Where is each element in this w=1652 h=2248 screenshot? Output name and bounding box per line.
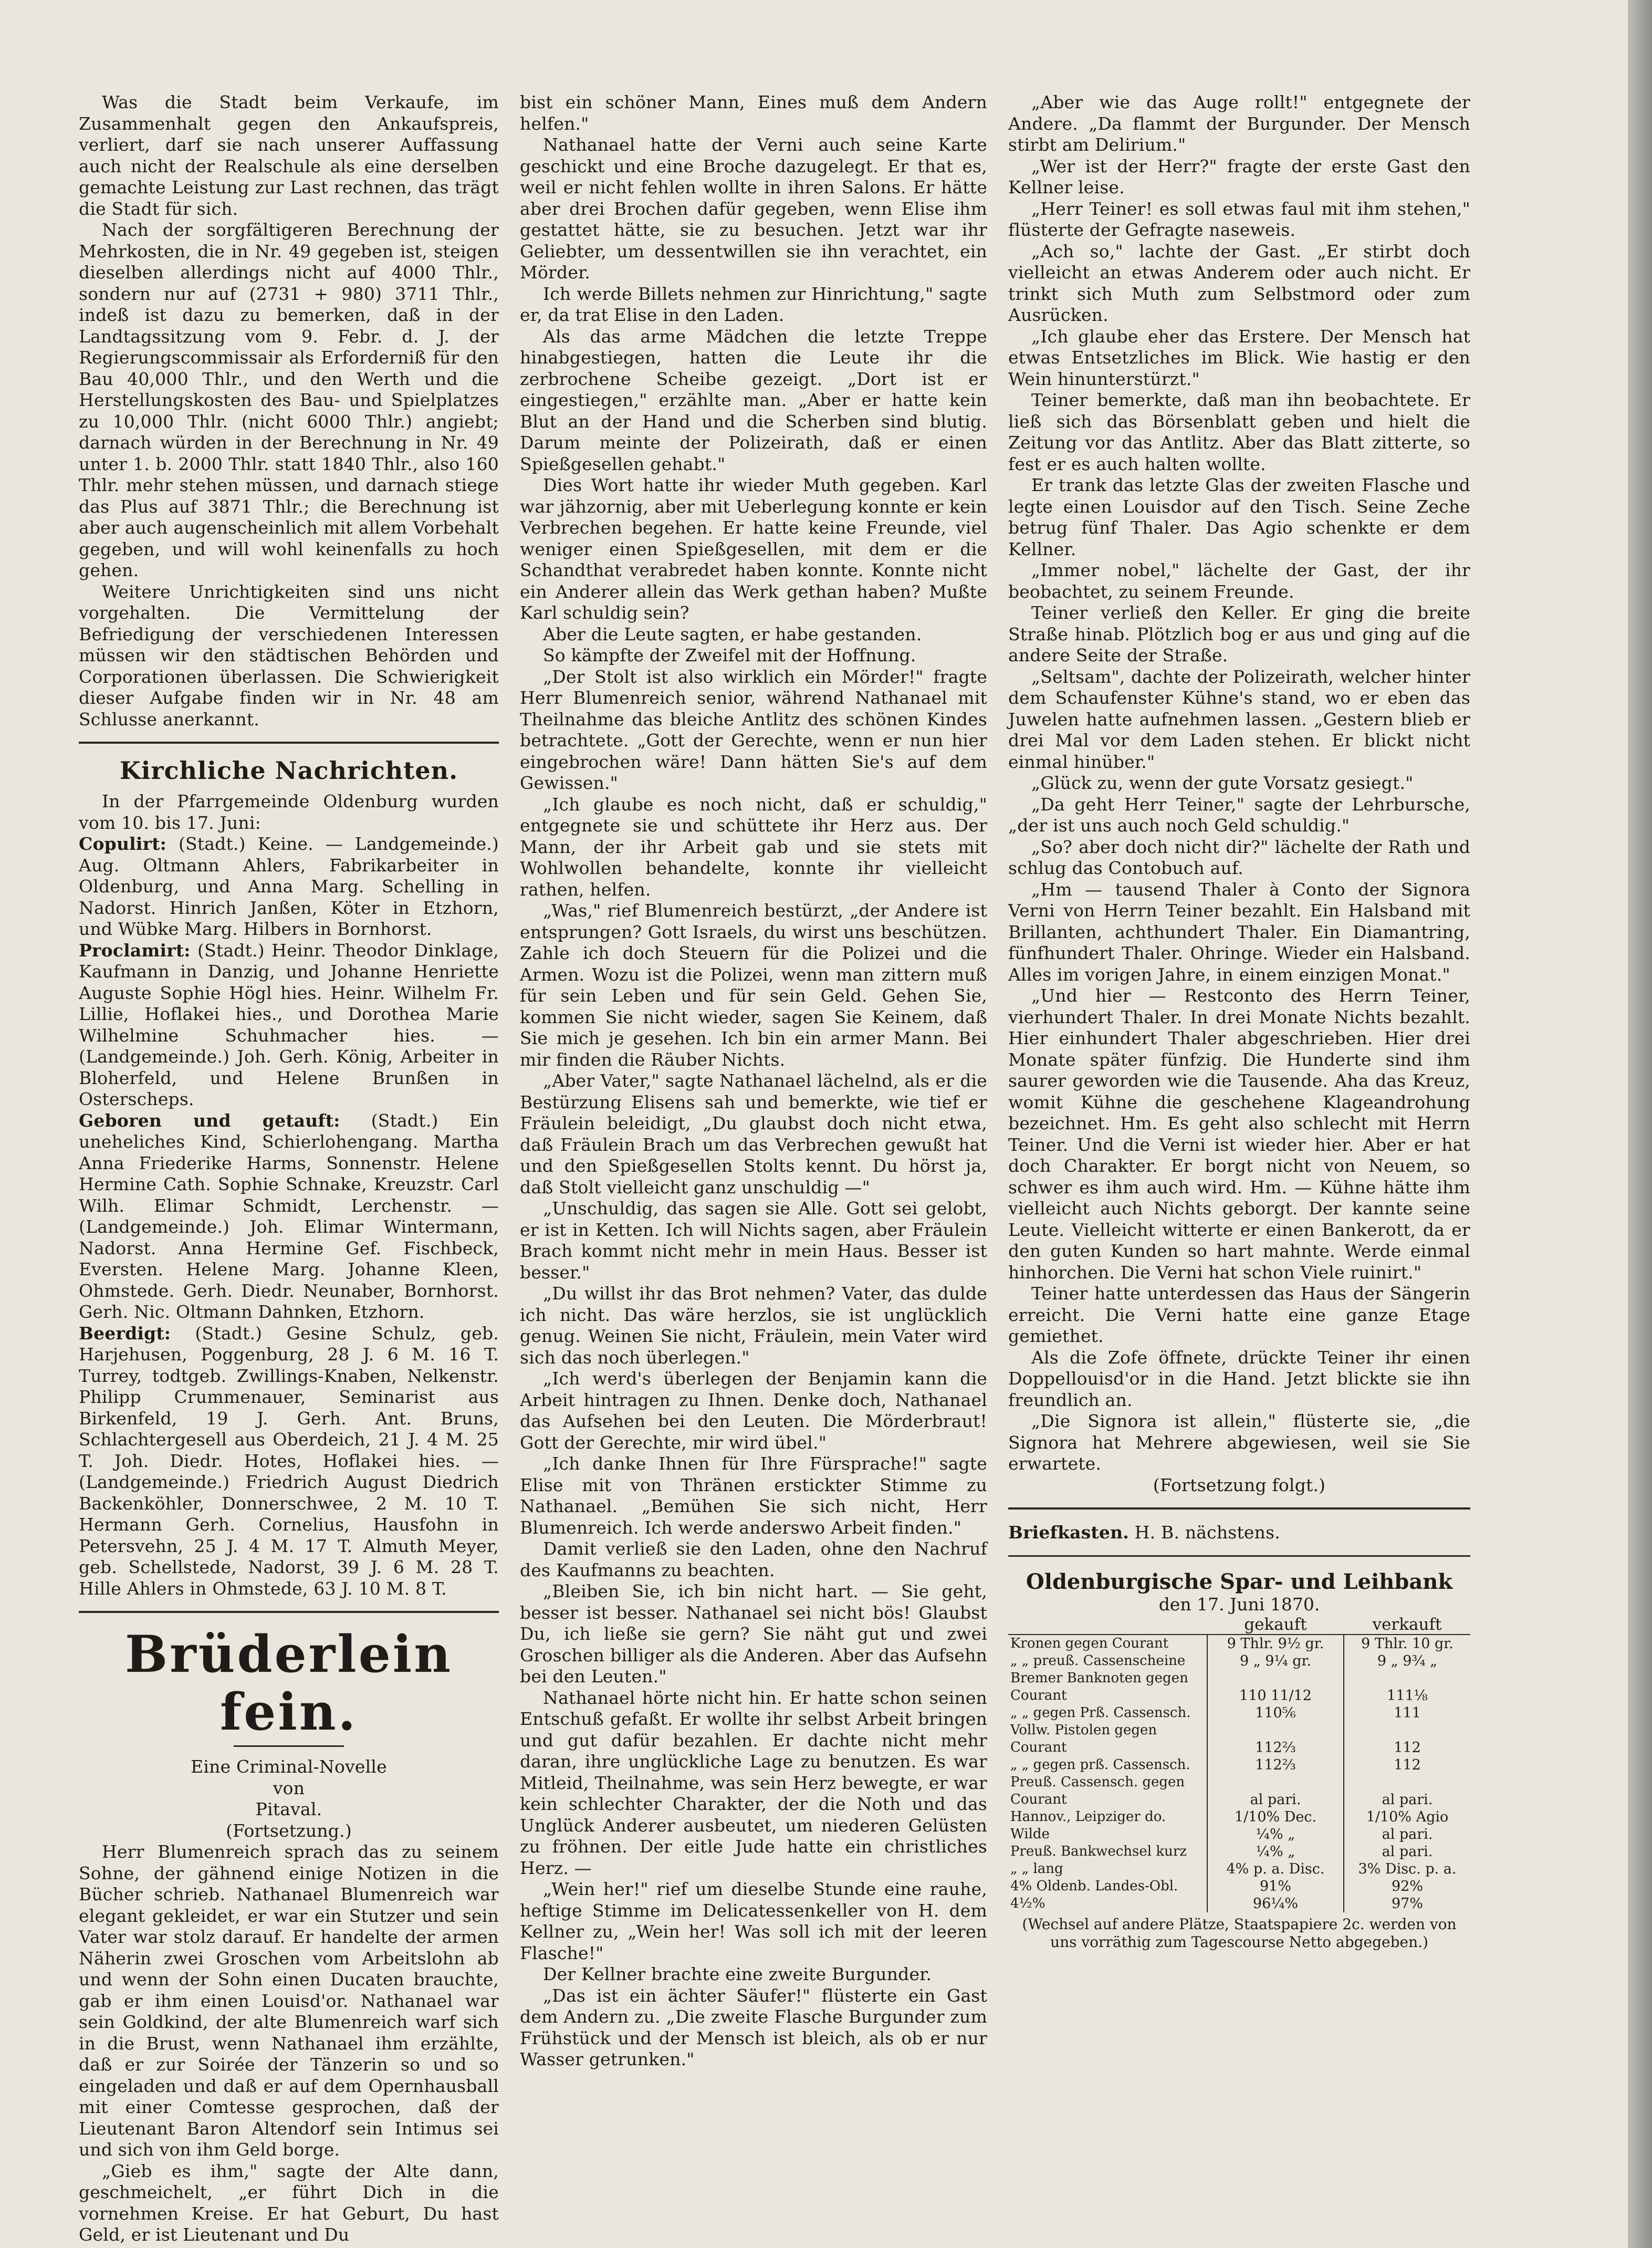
rate-sold: 112 bbox=[1344, 1722, 1470, 1756]
table-body bbox=[1008, 1635, 1470, 1912]
rate-label: „ „ lang bbox=[1010, 1860, 1063, 1877]
paragraph: So kämpfte der Zweifel mit der Hoffnung. bbox=[543, 645, 916, 665]
entry-text: (Stadt.) Gesine Schulz, geb. Harjehusen, Poggenburg, 28 J. 6 M. 16 T. Turrey, todtgeb. Zwillings-Knaben, Nelkenstr. Philipp Crummenauer, Seminarist aus Birkenfeld, 19 J. Gerh. Ant. Bruns, Schlachtergesell aus Oberdeich, 21 J. 4 M. 25 T. Joh. Diedr. Hotes, Hoflakei hies. — (Landgemeinde.) Friedrich August Diedrich Backenköhler, Donnerschwee, 2 M. 10 T. Hermann Gerh. Cornelius, Hausfohn in Petersvehn, 25 J. 4 M. 17 T. Almuth Meyer, geb. Schellstede, Nadorst, 39 J. 6 M. 28 T. Hille Ahlers in Ohmstede, 63 J. 10 M. 8 T. bbox=[79, 1323, 499, 1599]
bank-date: den 17. Juni 1870. bbox=[1158, 1594, 1320, 1615]
paragraph: Er trank das letzte Glas der zweiten Flasche und legte einen Louisdor auf den Tisch. Seine Zeche betrug fünf Thaler. Das Agio schenkte er dem Kellner. bbox=[1008, 475, 1470, 559]
section-heading-church: Kirchliche Nachrichten. bbox=[119, 756, 458, 785]
paragraph: „Da geht Herr Teiner," sagte der Lehrbursche, „der ist uns auch noch Geld schuldig." bbox=[1008, 794, 1470, 836]
title-underline bbox=[234, 1745, 344, 1747]
paragraph: „Ich glaube es noch nicht, daß er schuldig," entgegnete sie und schüttete ihr Herz aus. Der Mann, der ihr Arbeit gab und sie stets mit Wohlwollen behandelte, konnte ihr vielleicht rathen, helfen. bbox=[520, 794, 987, 900]
rate-sold: 97% bbox=[1344, 1895, 1470, 1912]
entry-heading: Proclamirt: bbox=[79, 940, 191, 961]
table-row bbox=[1008, 1774, 1470, 1808]
rate-sold: 9 „ 9¾ „ bbox=[1344, 1652, 1470, 1670]
rate-sold: 1/10% Agio bbox=[1344, 1808, 1470, 1826]
entry-text: (Stadt.) Heinr. Theodor Dinklage, Kaufmann in Danzig, und Johanne Henriette Auguste Sophie Högl hies. Heinr. Wilhelm Fr. Lillie, Hoflakei hies., und Dorothea Marie Wilhelmine Schuhmacher hies. — (Landgemeinde.) Joh. Gerh. König, Arbeiter in Bloherfeld, und Helene Brunßen in Osterscheps. bbox=[79, 940, 499, 1109]
entry-text: (Stadt.) Keine. — Landgemeinde.) Aug. Oltmann Ahlers, Fabrikarbeiter in Oldenburg, und Anna Marg. Schelling in Nadorst. Hinrich Janßen, Köter in Etzhorn, und Wübke Marg. Hilbers in Bornhorst. bbox=[79, 834, 499, 939]
table-row bbox=[1008, 1670, 1470, 1704]
rate-label: Hannov., Leipziger do. bbox=[1010, 1808, 1166, 1825]
table-row bbox=[1008, 1860, 1470, 1878]
table-row bbox=[1008, 1652, 1470, 1670]
rate-sold: al pari. bbox=[1344, 1774, 1470, 1808]
rate-bought: 110 11/12 bbox=[1207, 1670, 1344, 1704]
bank-title: Oldenburgische Spar- und Leihbank bbox=[1026, 1569, 1453, 1594]
exchange-rate-table bbox=[1008, 1616, 1470, 1912]
column-left bbox=[79, 92, 499, 2246]
rate-sold: 112 bbox=[1344, 1756, 1470, 1774]
rate-label: Bremer Banknoten gegen Courant bbox=[1010, 1670, 1188, 1703]
table-row bbox=[1008, 1878, 1470, 1895]
paragraph: „Die Signora ist allein," flüsterte sie, „die Signora hat Mehrere abgewiesen, weil sie Sie erwartete. bbox=[1008, 1411, 1470, 1474]
rate-label: „ „ gegen Prß. Cassensch. bbox=[1010, 1704, 1191, 1721]
paragraph: In der Pfarrgemeinde Oldenburg wurden vom 10. bis 17. Juni: bbox=[79, 791, 499, 833]
novel-title: Brüderlein fein. bbox=[124, 1625, 453, 1742]
paragraph: „Immer nobel," lächelte der Gast, der ihr beobachtet, zu seinem Freunde. bbox=[1008, 560, 1470, 602]
paragraph: „Ich danke Ihnen für Ihre Fürsprache!" sagte Elise mit von Thränen erstickter Stimme zu Nathanael. „Bemühen Sie sich nicht, Herr Blumenreich. Ich werde anderswo Arbeit finden." bbox=[520, 1453, 987, 1538]
column-header-bought: gekauft bbox=[1207, 1616, 1344, 1635]
novel-von: von bbox=[273, 1777, 305, 1798]
rate-label: „ „ gegen prß. Cassensch. bbox=[1010, 1756, 1190, 1773]
novel-subtitle: Eine Criminal-Novelle bbox=[191, 1756, 387, 1777]
paragraph: Teiner hatte unterdessen das Haus der Sängerin erreicht. Die Verni hatte eine ganze Etage gemiethet. bbox=[1008, 1283, 1470, 1346]
section-divider bbox=[1008, 1555, 1470, 1557]
rate-bought: 96¼% bbox=[1207, 1895, 1344, 1912]
paragraph: Aber die Leute sagten, er habe gestanden. bbox=[543, 623, 922, 644]
church-entry bbox=[79, 1110, 499, 1323]
paragraph: „Ach so," lachte der Gast. „Er stirbt doch vielleicht an etwas Anderem oder auch nicht. Er trinkt sich Muth zum Selbstmord oder zum Ausrücken. bbox=[1008, 241, 1470, 325]
table-row bbox=[1008, 1826, 1470, 1843]
rate-sold: 92% bbox=[1344, 1878, 1470, 1895]
paragraph: bist ein schöner Mann, Eines muß dem Andern helfen." bbox=[520, 92, 987, 134]
rate-bought: 1/10% Dec. bbox=[1207, 1808, 1344, 1826]
rate-sold: 3% Disc. p. a. bbox=[1344, 1860, 1470, 1878]
paragraph: Als die Zofe öffnete, drückte Teiner ihr einen Doppellouisd'or in die Hand. Jetzt blickte sie ihn freundlich an. bbox=[1008, 1347, 1470, 1410]
rate-label: Vollw. Pistolen gegen Courant bbox=[1010, 1722, 1157, 1755]
rate-bought: al pari. bbox=[1207, 1774, 1344, 1808]
paragraph: Weitere Unrichtigkeiten sind uns nicht vorgehalten. Die Vermittelung der Befriedigung der verschiedenen Interessen müssen wir den städtischen Behörden und Corporationen überlassen. Die Schwierigkeit dieser Aufgabe finden wir in Nr. 48 am Schlusse anerkannt. bbox=[79, 581, 499, 730]
column-right bbox=[1008, 92, 1470, 1951]
paragraph: „Herr Teiner! es soll etwas faul mit ihm stehen," flüsterte der Gefragte naseweis. bbox=[1008, 198, 1470, 240]
section-divider bbox=[1008, 1507, 1470, 1510]
section-divider bbox=[79, 742, 499, 744]
paragraph: „Und hier — Restconto des Herrn Teiner, vierhundert Thaler. In drei Monate Nichts bezahlt. Hier einhundert Thaler abgeschrieben. Hier drei Monate später fünfzig. Die Hunderte sind ihm saurer geworden wie die Tausende. Aha das Kreuz, womit Kühne die geschehene Klageandrohung bezeichnet. Hm. Es geht also schlecht mit Herrn Teiner. Und die Verni ist wieder hier. Aber er hat doch Charakter. Er borgt nicht von Neuem, so schwer es ihm auch wird. Hm. — Kühne hätte ihm vielleicht auch Nichts geborgt. Der kannte seine Leute. Vielleicht witterte er einen Bankerott, da er den guten Kunden so hart mahnte. Werde einmal hinhorchen. Die Verni hat schon Viele ruinirt." bbox=[1008, 985, 1470, 1283]
church-entry bbox=[79, 834, 499, 940]
table-row bbox=[1008, 1895, 1470, 1912]
church-entry bbox=[79, 940, 499, 1110]
table-row bbox=[1008, 1756, 1470, 1774]
paragraph: Als das arme Mädchen die letzte Treppe hinabgestiegen, hatten die Leute ihr die zerbrochene Scheibe gezeigt. „Dort ist er eingestiegen," erzählte man. „Aber er hatte kein Blut an der Hand und die Scherben sind blutig. Darum meinte der Polizeirath, daß er einen Spießgesellen gehabt." bbox=[520, 326, 987, 474]
bank-footnote: (Wechsel auf andere Plätze, Staatspapiere 2c. werden von uns vorräthig zum Tagescourse Netto abgegeben.) bbox=[1022, 1915, 1457, 1951]
rate-label: Wilde bbox=[1010, 1826, 1050, 1842]
paragraph: „Bleiben Sie, ich bin nicht hart. — Sie geht, besser ist besser. Nathanael sei nicht bös! Glaubst Du, ich ließe sie gern? Sie näht gut und zwei Groschen billiger als die Anderen. Aber das Aufsehn bei den Leuten." bbox=[520, 1581, 987, 1687]
rate-label: Preuß. Bankwechsel kurz bbox=[1010, 1843, 1187, 1859]
rate-bought: ¼% „ bbox=[1207, 1826, 1344, 1843]
entry-heading: Geboren und getauft: bbox=[79, 1110, 340, 1131]
column-header bbox=[1008, 1616, 1207, 1635]
paragraph: „So? aber doch nicht dir?" lächelte der Rath und schlug das Contobuch auf. bbox=[1008, 836, 1470, 878]
entry-heading: Copulirt: bbox=[79, 834, 167, 854]
rate-sold: al pari. bbox=[1344, 1843, 1470, 1860]
letterbox-text: H. B. nächstens. bbox=[1134, 1522, 1280, 1543]
paragraph: Nathanael hatte der Verni auch seine Karte geschickt und eine Broche dazugelegt. Er that es, weil er nicht fehlen wollte in ihren Salons. Er hätte aber drei Brochen dafür gegeben, wenn Elise ihm gestattet hätte, sie zu besuchen. Jetzt war ihr Geliebter, um dessentwillen sie ihn verachtet, ein Mörder. bbox=[520, 134, 987, 283]
church-entry bbox=[79, 1323, 499, 1600]
rate-bought: 4% p. a. Disc. bbox=[1207, 1860, 1344, 1878]
paragraph: „Das ist ein ächter Säufer!" flüsterte ein Gast dem Andern zu. „Die zweite Flasche Burgunder zum Frühstück und der Mensch ist bleich, als ob er nur Wasser getrunken." bbox=[520, 1985, 987, 2069]
paragraph: Dies Wort hatte ihr wieder Muth gegeben. Karl war jähzornig, aber mit Ueberlegung konnte er kein Verbrechen begehen. Er hatte keine Freunde, viel weniger einen Spießgesellen, mit dem er die Schandthat verabredet haben konnte. Konnte nicht ein Anderer allein das Werk gethan haben? Mußte Karl schuldig sein? bbox=[520, 475, 987, 623]
rate-label: 4½% bbox=[1010, 1895, 1045, 1911]
continuation-note: (Fortsetzung.) bbox=[226, 1820, 352, 1841]
paragraph: „Wer ist der Herr?" fragte der erste Gast den Kellner leise. bbox=[1008, 155, 1470, 197]
rate-bought: 110⅚ bbox=[1207, 1704, 1344, 1722]
paragraph: Der Kellner brachte eine zweite Burgunder. bbox=[543, 1964, 932, 1984]
rate-sold: 111⅛ bbox=[1344, 1670, 1470, 1704]
column-header-sold: verkauft bbox=[1344, 1616, 1470, 1635]
paragraph: „Der Stolt ist also wirklich ein Mörder!" fragte Herr Blumenreich senior, während Nathanael mit Theilnahme das bleiche Antlitz des schönen Kindes betrachtete. „Gott der Gerechte, wenn er nun hier eingebrochen wäre! Dann hätten Sie's auf dem Gewissen." bbox=[520, 666, 987, 793]
rate-label: 4% Oldenb. Landes-Obl. bbox=[1010, 1878, 1178, 1894]
rate-bought: 9 Thlr. 9½ gr. bbox=[1207, 1635, 1344, 1652]
table-row bbox=[1008, 1635, 1470, 1652]
paragraph: Ich werde Billets nehmen zur Hinrichtung," sagte er, da trat Elise in den Laden. bbox=[520, 283, 987, 325]
rate-bought: 9 „ 9¼ gr. bbox=[1207, 1652, 1344, 1670]
paragraph: „Aber wie das Auge rollt!" entgegnete der Andere. „Da flammt der Burgunder. Der Mensch stirbt am Delirium." bbox=[1008, 92, 1470, 155]
paragraph: „Wein her!" rief um dieselbe Stunde eine rauhe, heftige Stimme im Delicatessenkeller von H. dem Kellner zu, „Wein her! Was soll ich mit der leeren Flasche!" bbox=[520, 1879, 987, 1963]
letterbox-heading: Briefkasten. bbox=[1008, 1522, 1129, 1543]
rate-bought: 112⅔ bbox=[1207, 1756, 1344, 1774]
paragraph: Teiner verließ den Keller. Er ging die breite Straße hinab. Plötzlich bog er aus und ging auf die andere Seite der Straße. bbox=[1008, 602, 1470, 665]
table-row bbox=[1008, 1843, 1470, 1860]
rate-bought: 112⅔ bbox=[1207, 1722, 1344, 1756]
rate-sold: al pari. bbox=[1344, 1826, 1470, 1843]
paragraph: „Seltsam", dachte der Polizeirath, welcher hinter dem Schaufenster Kühne's stand, wo er eben das Juwelen hatte aufnehmen lassen. „Gestern blieb er drei Mal vor dem Laden stehen. Er blickt nicht einmal hinüber." bbox=[1008, 666, 1470, 772]
novel-author: Pitaval. bbox=[255, 1799, 322, 1819]
table-row bbox=[1008, 1722, 1470, 1756]
paragraph: „Gieb es ihm," sagte der Alte dann, geschmeichelt, „er führt Dich in die vornehmen Kreise. Er hat Geburt, Du hast Geld, er ist Lieutenant und Du bbox=[79, 2160, 499, 2245]
rate-sold: 111 bbox=[1344, 1704, 1470, 1722]
entry-heading: Beerdigt: bbox=[79, 1323, 171, 1344]
page-edge-shadow bbox=[1628, 0, 1652, 2248]
paragraph: Nach der sorgfältigeren Berechnung der Mehrkosten, die in Nr. 49 gegeben ist, steigen dieselben allerdings nicht auf 4000 Thlr., sondern nur auf (2731 + 980) 3711 Thlr., indeß ist dazu zu bemerken, daß in der Landtagssitzung vom 9. Febr. d. J. der Regierungscommissair als Erforderniß für den Bau 40,000 Thlr., und den Werth und die Herstellungskosten des Bau- und Spielplatzes zu 10,000 Thlr. (nicht 6000 Thlr.) angiebt; darnach würden in der Berechnung in Nr. 49 unter 1. b. 2000 Thlr. statt 1840 Thlr., also 160 Thlr. mehr stehen müssen, und darnach stiege das Plus auf 3871 Thlr.; die Berechnung ist aber auch augenscheinlich mit allem Vorbehalt gegeben, und will wohl keinenfalls zu hoch gehen. bbox=[79, 220, 499, 580]
paragraph: Was die Stadt beim Verkaufe, im Zusammenhalt gegen den Ankaufspreis, verliert, darf sie nach unserer Auffassung auch nicht der Realschule als eine derselben gemachte Leistung zur Last rechnen, das trägt die Stadt für sich. bbox=[79, 92, 499, 219]
rate-label: „ „ preuß. Cassenscheine bbox=[1010, 1652, 1186, 1669]
rate-label: Kronen gegen Courant bbox=[1010, 1635, 1169, 1651]
paragraph: „Unschuldig, das sagen sie Alle. Gott sei gelobt, er ist in Ketten. Ich will Nichts sagen, aber Fräulein Brach kommt nicht mehr in mein Haus. Besser ist besser." bbox=[520, 1198, 987, 1283]
table-header-row bbox=[1008, 1616, 1470, 1635]
rate-sold: 9 Thlr. 10 gr. bbox=[1344, 1635, 1470, 1652]
paragraph: „Ich glaube eher das Erstere. Der Mensch hat etwas Entsetzliches im Blick. Wie hastig er den Wein hinunterstürzt." bbox=[1008, 326, 1470, 389]
section-divider bbox=[79, 1611, 499, 1613]
rate-bought: 91% bbox=[1207, 1878, 1344, 1895]
entry-text: (Stadt.) Ein uneheliches Kind, Schierlohengang. Martha Anna Friederike Harms, Sonnenstr. Helene Hermine Cath. Sophie Schnake, Kreuzstr. Carl Wilh. Elimar Schmidt, Lerchenstr. — (Landgemeinde.) Joh. Elimar Wintermann, Nadorst. Anna Hermine Gef. Fischbeck, Eversten. Helene Marg. Johanne Kleen, Ohmstede. Gerh. Diedr. Neunaber, Bornhorst. Gerh. Nic. Oltmann Dahnken, Etzhorn. bbox=[79, 1110, 499, 1322]
paragraph: Nathanael hörte nicht hin. Er hatte schon seinen Entschuß gefaßt. Er wollte ihr selbst Arbeit bringen und gut dafür bezahlen. Er dachte nicht mehr daran, ihre unglückliche Lage zu benutzen. Es war Mitleid, Theilnahme, was sein Herz bewegte, er war kein schlechter Charakter, der die Noth und das Unglück Anderer ausbeutet, um niederen Gelüsten zu fröhnen. Der eitle Jude hatte ein christliches Herz. — bbox=[520, 1687, 987, 1878]
table-row bbox=[1008, 1808, 1470, 1826]
rate-label: Preuß. Cassensch. gegen Courant bbox=[1010, 1774, 1185, 1807]
paragraph: „Ich werd's überlegen der Benjamin kann die Arbeit hintragen zu Ihnen. Denke doch, Nathanael das Aufsehen bei den Leuten. Die Mörderbraut! Gott der Gerechte, mir wird übel." bbox=[520, 1368, 987, 1453]
paragraph: Damit verließ sie den Laden, ohne den Nachruf des Kaufmanns zu beachten. bbox=[520, 1538, 987, 1580]
paragraph: „Was," rief Blumenreich bestürzt, „der Andere ist entsprungen? Gott Israels, du wirst uns beschützen. Zahle ich doch Steuern für die Polizei und die Armen. Wozu ist die Polizei, wenn man zittern muß für sein Leben und für sein Geld. Gehen Sie, kommen Sie nicht wieder, sagen Sie Keinem, daß Sie mich je gesehen. Ich bin ein armer Mann. Bei mir finden die Räuber Nichts. bbox=[520, 900, 987, 1070]
paragraph: Herr Blumenreich sprach das zu seinem Sohne, der gähnend einige Notizen in die Bücher schrieb. Nathanael Blumenreich war elegant gekleidet, er war ein Stutzer und sein Vater war stolz darauf. Er handelte der armen Näherin zwei Groschen vom Arbeitslohn ab und wenn der Sohn einen Ducaten brauchte, gab er ihm einen Louisd'or. Nathanael war sein Goldkind, der alte Blumenreich warf sich in die Brust, wenn Nathanael ihm erzählte, daß er zur Soirée der Tänzerin so und so eingeladen und daß er auf dem Opernhausball mit einer Comtesse gesprochen, daß der Lieutenant Baron Altendorf sein Intimus sei und sich von ihm Geld borge. bbox=[79, 1841, 499, 2160]
continuation-note: (Fortsetzung folgt.) bbox=[1153, 1474, 1326, 1495]
rate-bought: ¼% „ bbox=[1207, 1843, 1344, 1860]
paragraph: „Aber Vater," sagte Nathanael lächelnd, als er die Bestürzung Elisens sah und bemerkte, wie tief er Fräulein beleidigt, „Du glaubst doch nicht etwa, daß Fräulein Brach um das Verbrechen gewußt hat und den Spießgesellen Stolts kennt. Du hörst ja, daß Stolt vielleicht ganz unschuldig —" bbox=[520, 1070, 987, 1198]
paragraph: „Du willst ihr das Brot nehmen? Vater, das dulde ich nicht. Das wäre herzlos, sie ist unglücklich genug. Weinen Sie nicht, Fräulein, mein Vater wird sich das noch überlegen." bbox=[520, 1283, 987, 1368]
column-middle bbox=[520, 92, 987, 2070]
paragraph: Teiner bemerkte, daß man ihn beobachtete. Er ließ sich das Börsenblatt geben und hielt die Zeitung vor das Antlitz. Aber das Blatt zitterte, so fest er es auch halten wollte. bbox=[1008, 390, 1470, 474]
letterbox bbox=[1008, 1522, 1470, 1544]
table-row bbox=[1008, 1704, 1470, 1722]
paragraph: „Glück zu, wenn der gute Vorsatz gesiegt." bbox=[1031, 773, 1414, 793]
paragraph: „Hm — tausend Thaler à Conto der Signora Verni von Herrn Teiner bezahlt. Ein Halsband mit Brillanten, achthundert Thaler. Ein Diamantring, fünfhundert Thaler. Ohringe. Wieder ein Halsband. Alles im vorigen Jahre, in einem einzigen Monat." bbox=[1008, 879, 1470, 985]
